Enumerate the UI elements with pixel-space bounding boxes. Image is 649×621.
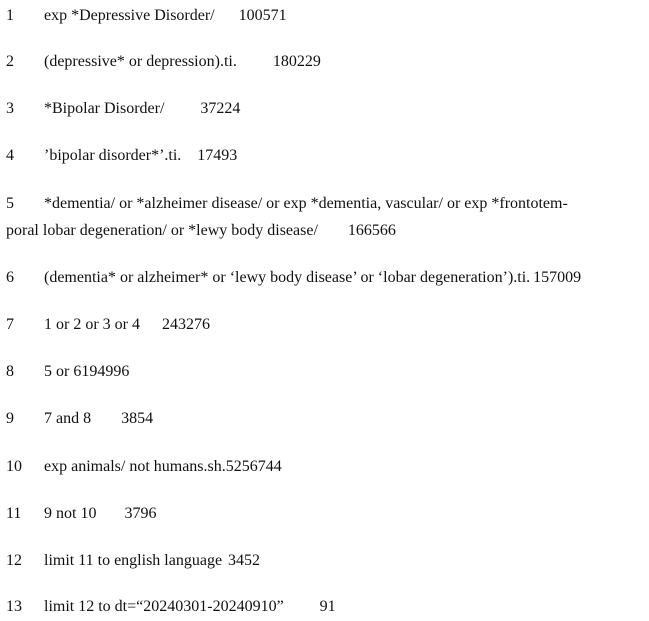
result-count: 157009 bbox=[533, 269, 582, 286]
result-count: 3796 bbox=[124, 505, 157, 522]
line-number: 6 bbox=[6, 269, 14, 286]
query-text-continued: poral lobar degeneration/ or *lewy body disease/ bbox=[6, 222, 318, 239]
result-count: 100571 bbox=[238, 7, 287, 24]
result-count: 3452 bbox=[228, 552, 261, 569]
line-number: 13 bbox=[6, 598, 22, 615]
query-text: 1 or 2 or 3 or 4 bbox=[44, 316, 140, 333]
line-number: 12 bbox=[6, 552, 22, 569]
query-text: exp *Depressive Disorder/ bbox=[44, 7, 215, 24]
result-count: 243276 bbox=[161, 316, 210, 333]
query-text: 5 or 6 bbox=[44, 363, 82, 380]
result-count: 166566 bbox=[347, 222, 396, 239]
query-text: limit 11 to english language bbox=[44, 552, 223, 569]
result-count: 37224 bbox=[200, 100, 241, 117]
result-count: 5256744 bbox=[225, 458, 282, 475]
query-text: 9 not 10 bbox=[44, 505, 97, 522]
line-number: 2 bbox=[6, 53, 14, 70]
line-number: 11 bbox=[6, 505, 22, 522]
line-number: 7 bbox=[6, 316, 14, 333]
line-number: 10 bbox=[6, 458, 22, 475]
query-text: (depressive* or depression).ti. bbox=[44, 53, 237, 70]
search-line-5-continued bbox=[6, 221, 396, 241]
result-count: 3854 bbox=[121, 410, 154, 427]
result-count: 91 bbox=[319, 598, 336, 615]
line-number: 5 bbox=[6, 195, 14, 212]
result-count: 180229 bbox=[272, 53, 321, 70]
query-text: *dementia/ or *alzheimer disease/ or exp *dementia, vascular/ or exp *frontotem- bbox=[44, 195, 568, 212]
line-number: 1 bbox=[6, 7, 14, 24]
query-text: limit 12 to dt=“20240301-20240910” bbox=[44, 598, 284, 615]
line-number: 4 bbox=[6, 147, 14, 164]
line-number: 3 bbox=[6, 100, 14, 117]
query-text: ’bipolar disorder*’.ti. bbox=[44, 147, 182, 164]
line-number: 9 bbox=[6, 410, 14, 427]
result-count: 17493 bbox=[197, 147, 238, 164]
query-text: *Bipolar Disorder/ bbox=[44, 100, 165, 117]
line-number: 8 bbox=[6, 363, 14, 380]
query-text: (dementia* or alzheimer* or ‘lewy body disease’ or ‘lobar degeneration’).ti. bbox=[44, 269, 531, 286]
query-text: 7 and 8 bbox=[44, 410, 92, 427]
result-count: 194996 bbox=[81, 363, 130, 380]
query-text: exp animals/ not humans.sh. bbox=[44, 458, 226, 475]
